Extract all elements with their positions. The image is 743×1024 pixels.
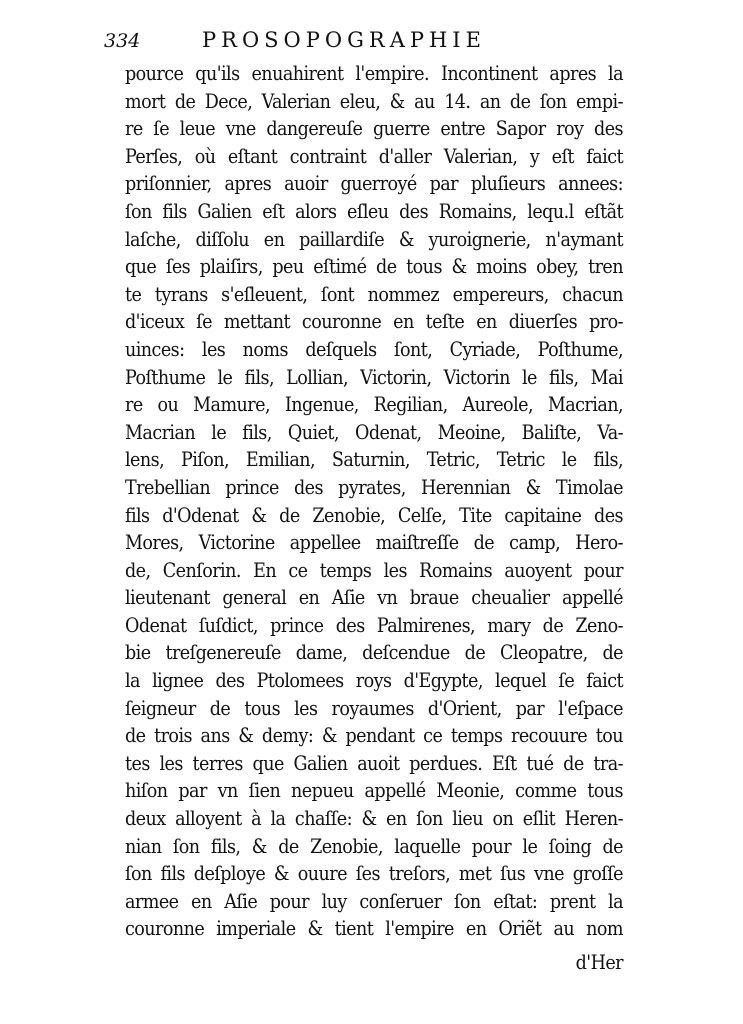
text-line: couronne imperiale & tient l'empire en Oriẽt au nom: [125, 917, 623, 941]
text-line: Macrian le fils, Quiet, Odenat, Meoine, Baliſte, Va-: [125, 420, 623, 444]
text-line: priſonnier, apres auoir guerroyé par pluſieurs annees:: [125, 172, 623, 196]
text-line: la lignee des Ptolomees roys d'Egypte, lequel ſe faict: [125, 669, 623, 693]
text-line: Perſes, où eſtant contraint d'aller Valerian, y eſt faict: [125, 144, 623, 168]
text-line: ſon fils Galien eſt alors eſleu des Romains, lequ.l eſtãt: [125, 199, 623, 223]
text-line: deux alloyent à la chaſſe: & en ſon lieu on eſlit Heren-: [125, 807, 623, 831]
text-line: lens, Piſon, Emilian, Saturnin, Tetric, Tetric le fils,: [125, 448, 623, 472]
text-line: de trois ans & demy: & pendant ce temps recouure tou: [125, 724, 623, 748]
text-line: nian ſon fils, & de Zenobie, laquelle pour le ſoing de: [125, 834, 623, 858]
text-line: lieutenant general en Aſie vn braue cheualier appellé: [125, 586, 623, 610]
catchword: d'Her: [575, 951, 623, 974]
text-line: de, Cenſorin. En ce temps les Romains auoyent pour: [125, 558, 623, 582]
text-line: d'iceux ſe mettant couronne en teſte en diuerſes pro-: [125, 310, 623, 334]
text-line: armee en Aſie pour luy conſeruer ſon eſtat: prent la: [125, 889, 623, 913]
text-line: laſche, diſſolu en paillardiſe & yuroignerie, n'aymant: [125, 227, 623, 251]
text-line: Poſthume le fils, Lollian, Victorin, Victorin le fils, Mai: [125, 365, 623, 389]
text-line: ſon fils deſploye & ouure ſes treſors, met ſus vne groſſe: [125, 862, 623, 886]
text-line: que ſes plaiſirs, peu eſtimé de tous & moins obey, tren: [125, 255, 623, 279]
text-line: pource qu'ils enuahirent l'empire. Incontinent apres la: [125, 62, 623, 85]
text-line: hiſon par vn ſien nepueu appellé Meonie, comme tous: [125, 779, 623, 803]
running-title: PROSOPOGRAPHIE: [202, 28, 486, 52]
text-line: mort de Dece, Valerian eleu, & au 14. an de ſon empi-: [125, 89, 623, 113]
text-line: Trebellian prince des pyrates, Herennian & Timolae: [125, 475, 623, 499]
body-text: [125, 60, 623, 977]
text-line: Odenat ſuſdict, prince des Palmirenes, mary de Zeno-: [125, 613, 623, 637]
text-line: te tyrans s'eſleuent, ſont nommez empereurs, chacun: [125, 282, 623, 306]
text-line: fils d'Odenat & de Zenobie, Celſe, Tite capitaine des: [125, 503, 623, 527]
text-line: ſeigneur de tous les royaumes d'Orient, par l'eſpace: [125, 696, 623, 720]
text-line: bie treſgenereuſe dame, deſcendue de Cleopatre, de: [125, 641, 623, 665]
text-line: tes les terres que Galien auoit perdues. Eſt tué de tra-: [125, 751, 623, 775]
text-line: Mores, Victorine appellee maiſtreſſe de camp, Hero-: [125, 531, 623, 555]
text-line: re ou Mamure, Ingenue, Regilian, Aureole, Macrian,: [125, 393, 623, 417]
text-line: re ſe leue vne dangereuſe guerre entre Sapor roy des: [125, 117, 623, 141]
text-line: uinces: les noms deſquels ſont, Cyriade, Poſthume,: [125, 337, 623, 361]
page-number: 334: [104, 30, 141, 52]
